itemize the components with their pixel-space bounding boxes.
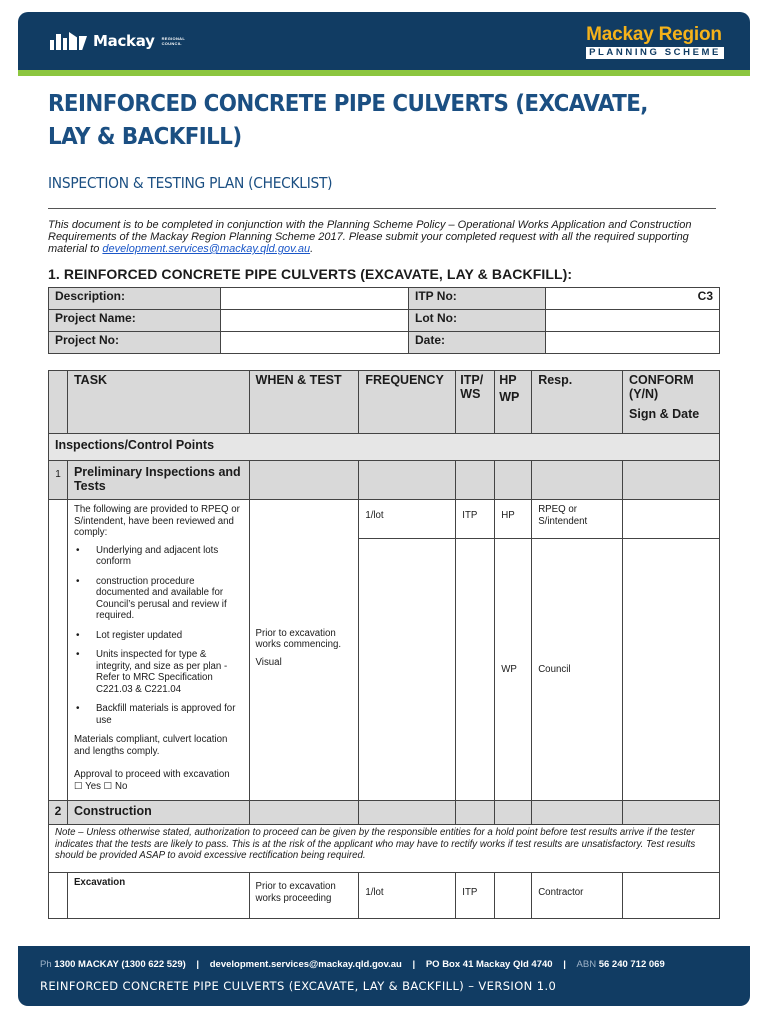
project-info-table (48, 287, 720, 354)
itp-checklist-table (48, 370, 720, 919)
row-empty-cell (456, 801, 495, 825)
row-number-cell (49, 873, 68, 919)
when-test-text: Prior to excavation works commencing. (255, 627, 342, 651)
row-empty-cell (495, 461, 532, 500)
row-task: Excavation (67, 873, 249, 919)
row-number: 2 (49, 801, 68, 825)
row-hp: HP (495, 500, 532, 539)
description-field[interactable] (221, 288, 409, 310)
lot-no-field[interactable] (546, 310, 720, 332)
planning-scheme-subtitle: PLANNING SCHEME (586, 47, 724, 59)
header-accent-bar (18, 70, 750, 76)
section-label: Inspections/Control Points (49, 434, 720, 461)
when-test-method: Visual (255, 656, 282, 668)
row-empty-cell (249, 801, 359, 825)
abn-label: ABN (576, 959, 597, 970)
header-num-cell (49, 371, 68, 434)
header-wp-line: WP (499, 390, 520, 404)
row-frequency: 1/lot (359, 873, 456, 919)
council-logo-mark-icon (50, 32, 87, 50)
header-itp-ws (456, 371, 495, 434)
task-checklist (74, 545, 243, 727)
row-when-test (249, 500, 359, 801)
row-wp: WP (495, 539, 532, 801)
header-hp-line: HP (499, 373, 517, 387)
header-conform-line: CONFORM (629, 373, 694, 387)
section-row (49, 434, 720, 461)
row-resp: Contractor (532, 873, 623, 919)
document-subtitle: INSPECTION & TESTING PLAN (CHECKLIST) (48, 174, 333, 192)
row-itp-empty (456, 539, 495, 801)
lot-no-label: Lot No: (409, 310, 546, 332)
header-when-test: WHEN & TEST (249, 371, 359, 434)
row-task-title: Construction (67, 801, 249, 825)
intro-text: This document is to be completed in conjunction with the Planning Scheme Policy – Operational Works Application and Construction Requirements of the Mackay Region Planning Scheme 2017. Please submit your completed request with all the required supporting material to (48, 219, 692, 255)
header-conform (623, 371, 720, 434)
list-item: • construction procedure documented and available for Council’s perusal and review if required. (74, 576, 243, 622)
intro-paragraph (48, 219, 728, 255)
phone-label: Ph (40, 959, 52, 970)
footer-document-line: REINFORCED CONCRETE PIPE CULVERTS (EXCAVATE, LAY & BACKFILL) – VERSION 1.0 (40, 979, 557, 993)
row-empty-cell (359, 801, 456, 825)
table-row (49, 461, 720, 500)
council-logo (50, 32, 190, 50)
row-conform-field[interactable] (623, 539, 720, 801)
intro-end: . (310, 243, 314, 255)
row-itp: ITP (456, 500, 495, 539)
list-item: • Underlying and adjacent lots conform (74, 545, 243, 568)
row-hp-empty (495, 873, 532, 919)
row-conform-field[interactable] (623, 500, 720, 539)
date-field[interactable] (546, 332, 720, 354)
table-row (49, 801, 720, 825)
header-ws-line: WS (460, 387, 481, 401)
council-logo-text: Mackay (93, 32, 155, 50)
document-title: REINFORCED CONCRETE PIPE CULVERTS (EXCAVATE, LAY & BACKFILL) (48, 91, 648, 150)
row-empty-cell (532, 461, 623, 500)
header-sign-date-line: Sign & Date (629, 407, 700, 421)
table-row (49, 873, 720, 919)
note-text: Note – Unless otherwise stated, authorization to proceed can be given by the responsible entities for a hold point before test results arrive if the tester indicates that the tests are likely to pass. This is at the risk of the applicant who may have to rectify works if test results are unsatisfactory. Test results should be provided ASAP to avoid excessive rectification being required. (49, 825, 720, 873)
footer-separator: | (412, 959, 416, 970)
header-yn-line: (Y/N) (629, 387, 659, 401)
date-label: Date: (409, 332, 546, 354)
note-row (49, 825, 720, 873)
description-label: Description: (49, 288, 221, 310)
row-task-details (67, 500, 249, 801)
project-no-field[interactable] (221, 332, 409, 354)
row-empty-cell (623, 461, 720, 500)
footer-phone: 1300 MACKAY (1300 622 529) (54, 959, 186, 970)
list-item: • Lot register updated (74, 630, 243, 642)
row-resp: RPEQ or S/intendent (532, 500, 623, 539)
council-logo-subtext: REGIONAL COUNCIL (161, 36, 186, 46)
header-itp-line: ITP/ (460, 373, 484, 387)
section-heading: 1. REINFORCED CONCRETE PIPE CULVERTS (EXCAVATE, LAY & BACKFILL): (48, 266, 573, 282)
approval-checkboxes[interactable]: ☐ Yes ☐ No (73, 780, 128, 792)
row-number: 1 (49, 461, 68, 500)
row-when-test: Prior to excavation works proceeding (249, 873, 359, 919)
row-empty-cell (623, 801, 720, 825)
materials-text: Materials compliant, culvert location and lengths comply. (73, 734, 228, 757)
row-empty-cell (359, 461, 456, 500)
project-name-field[interactable] (221, 310, 409, 332)
row-empty-cell (456, 461, 495, 500)
footer-separator: | (196, 959, 200, 970)
table-header-row (49, 371, 720, 434)
project-name-label: Project Name: (49, 310, 221, 332)
row-itp: ITP (456, 873, 495, 919)
row-number-cell (49, 500, 68, 801)
row-empty-cell (249, 461, 359, 500)
task-intro: The following are provided to RPEQ or S/intendent, have been reviewed and comply: (73, 504, 240, 538)
row-frequency: 1/lot (359, 500, 456, 539)
footer-contact (40, 959, 665, 970)
row-frequency-empty (359, 539, 456, 801)
footer-abn: 56 240 712 069 (598, 959, 665, 970)
row-empty-cell (532, 801, 623, 825)
header-hp-wp (495, 371, 532, 434)
list-item: • Backfill materials is approved for use (74, 703, 243, 726)
footer-email[interactable]: development.services@mackay.qld.gov.au (209, 959, 402, 970)
footer-separator: | (563, 959, 566, 970)
table-row (49, 500, 720, 539)
header-frequency: FREQUENCY (359, 371, 456, 434)
row-empty-cell (495, 801, 532, 825)
row-resp: Council (532, 539, 623, 801)
row-conform-field[interactable] (623, 873, 720, 919)
header-resp: Resp. (532, 371, 623, 434)
intro-email-link[interactable]: development.services@mackay.qld.gov.au (102, 243, 311, 255)
header-task: TASK (67, 371, 249, 434)
itp-no-label: ITP No: (409, 288, 546, 310)
planning-scheme-title: Mackay Region (586, 24, 722, 45)
planning-scheme-logo (586, 24, 724, 59)
title-divider (48, 208, 716, 209)
approval-text: Approval to proceed with excavation (73, 769, 230, 780)
itp-no-value: C3 (546, 288, 720, 310)
page-footer (18, 946, 750, 1006)
list-item: • Units inspected for type & integrity, and size as per plan - Refer to MRC Specification C221.03 & C221.04 (74, 649, 243, 695)
page-header (18, 12, 750, 70)
row-task-title: Preliminary Inspections and Tests (67, 461, 249, 500)
footer-po-box: PO Box 41 Mackay Qld 4740 (425, 959, 553, 970)
project-no-label: Project No: (49, 332, 221, 354)
